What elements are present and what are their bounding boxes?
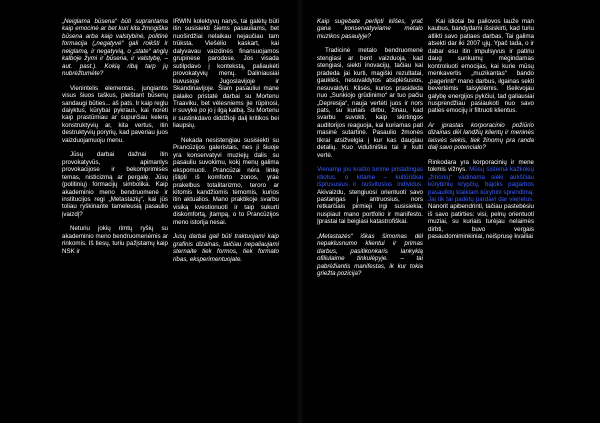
interview-question [62,18,168,78]
highlighted-text: Mūsų sistema kažkokių „žmonių“ vadinama sieki aukščiau kūrybinių krypčių, bajoks pagarbos pasaulktų klaikiam kūrybini sprendimą. Jai tik tai padėtų pardavi dar vienetus. [428,166,534,203]
highlighted-text: Vienamp jos krašto turime pristatingas idiotus, o kitame – kultūriškai išprususius ir nušvitusius individus. [317,166,423,189]
paragraph-text: Kaip sugebate perlipti klišes, yrač gana konservatyviame metalo muzikos pasaulyje? [317,18,423,40]
text-column-2 [173,18,279,270]
interview-paragraph [62,151,168,218]
interview-paragraph [62,85,168,145]
paragraph-text: Tradicinė metalo bendruomenė stengiasi ar bent vaizduoja, kad stengiasi, siekti inovacijų, tačiau kai pradeda jai kurti, magiški rezultatai, gauklės, nesuvaldytos atsiplėšusios, nesuvaldyti. Klisės, kurios prasideda nuo „Sunkiojo grūdinimo“ ar tuo pačiu „Depresija“, nauja vertėti juos ir nors pats, su kuriais dirbu, žinau, kad svarbu suvokti, kaip skirtingos auditorijos reaguoja, kai kuriamas pati masinė sutartinė. Pasaulio žmonės tikrai atsižvelgia į kur kas daugiau detalių. Kuo vidutiniška tai ir kulti vertė. [317,47,423,159]
text-column-1 [62,18,168,262]
paragraph-text: Kai idiotai be paliovos lauže man kaubus, bandydami išsiskirti, kad turiu atlikti savo patiaes darbas. Tai galima atsekti dar iki 2007 ųjų. Ypač tada, o ir dabar esu itin impulsyvus ir patiriu daug sunkumų mėgindamas kontroliuoti emocijas, kai kurie mūsų menkavertis „muzikantas“ bando „pagerinti“ mano darbus, ilgainas sekti bevertėmis taisyklėmis. Išeikvojau galybę energijos pykčiui, tad galiausiai nusprendžiau pasiaukoti nuo savo paties emocijų ir filtruoti klientus. [428,18,534,115]
interview-question [428,122,534,152]
paragraph-text: Vienintelis elementas, jungiantis visus šiuos taškus, pleištant būsenų sandaugi būties... aš pats. Ir kaip reglu daiyktus, kūrybai pykraus, kai norėti kaip prastūmiau ar supurčiau kelerą konstruktyvių ar, kita vertus, itin destruktyvių poryrių, kad paveriau juos vaizduojamuoju menu. [62,84,168,144]
interview-paragraph [173,137,279,226]
paragraph-text: Rinkodara yra korporacinių ir mene tokmis vižnys. [428,158,534,174]
paragraph-text: Nanorit apibendrinti, tačiau pastebėsiu iš savo patirties: visi, pelnų orientuoti muziai, su kuriais turėjau nelaimės dirbti, buvo vergais pasaudomiminkiniai, neišprusę kvailiai [428,203,534,241]
paragraph-text: Jusų darbai gali būti traktuojami kaip grafinis dizainas, taičiau nepaliaujami sternaite tiek formos, tiek formato ribas, eksperimentuojate. [173,233,279,263]
paragraph-text: „Neiglama būsena“ būti suprantama kaip emocinė ar bet kuri kita žmogiška būsena arba kaip valstybinė, politinė formacija („negatyvė“ gali roikšti ir neiglamą, ir negatyvią, o „state“ anglų kalboje žymi ir būsena, ir valstybę, – aut. past.). Kokią ribą tarp jų nubrėžtumėte? [62,18,168,78]
interview-paragraph [428,18,534,115]
interview-paragraph [62,225,168,255]
paragraph-text: IRWIN kolektyvų narys, tai galėtų būti itin susisiekti šiems pasauliams, bet nuoširdžiai nelaikau nejaučiau tam trūksta. Viešėlio kaskart, kai dalyvavau vaizdinės finansuojamos grupinėse parodose. Jos visada sutilpdavo į kontekstą, paliaukėti provokatyvių menų. Daliniausiai buvusioje Jugoslavijoje ir Skandinavijoje. Šiam pasauliui mane palaiko pristatė darbai su Mortenu Traaviku, bet vėlesniems jie rūpinosi, ir suvykė po jo į ilgą kalbą. Su Mortenu ir sustinkdavo diddžioji dalį kritikos bei liaupsių. [173,18,279,130]
page-spine [296,0,304,423]
interview-question [317,18,423,40]
text-column-4 [428,18,534,248]
text-column-3 [317,18,423,285]
interview-question [317,233,423,278]
interview-paragraph [173,18,279,130]
paragraph-text: Jūsų darbai dažnai itin provokatyvūs, apimanlys provokacijose ir bekomprimises temas, nisticizmą ar pergalę. Jūsų (politinių) formacijų simbolika. Kaip akademinio meno bendruomenė ir institucijos regi „Metastazių“, kai jūs toliau ryškinante tameleusią pasaulio įvaizdį? [62,151,168,218]
paragraph-text: Nekada nesistengiau susisiekti su Prancūzijos galeristais, nes ji šiuoje yra konservatyvi muziejų dalis su pasauliu suvokimu, kokį menų galima ekspomuoti. Prancūzai nėra linkę įšlipti iš komforto zonos, yrae prakelbus totalitarizmo, teroro ar kitomis kandžiomis temomis, kurios itin aktualios. Mano praktikoje svarbu visiką kvestionuoti ir taip sukurti diskomfortą, jtampą, o to Prancūzijos meno istorija nesai. [173,136,279,226]
paragraph-text: Neturiu jokių rimtų ryšių su akademinio meno bendruomenėmis ar rinkomis. Iš tiesų, turiu pažįstamų kaip NSK ir [62,225,168,255]
paragraph-text: „Metastazės“ iškas šimomas dėl nepaklusnumo klientui ir primas darbus, pasitikonkaris lankyklą ofiliulaime tinkulėpyje. – tai pabrėžiantis manifestas, ik kur tokia griežta pozicija? [317,232,423,278]
paragraph-text: Akivaizdu, stengiuosi orientuoti savo pastangas į antruosius, nors retkarčiais pirmieji irgi susisiekia, nuspiaut mano portfolio ir manifesto. Įprastai tai beigiasi katastrofiškai. [317,188,423,226]
interview-question [173,233,279,263]
interview-paragraph [317,166,423,226]
interview-paragraph [317,47,423,159]
paragraph-text: Ar jprastas korporacinio požiūrio dizainas dėl landžių klientų ir meninės laisvės siekis, tiek žinomų pra randa dalį savo potencialo? [428,121,534,152]
interview-paragraph [428,159,534,241]
